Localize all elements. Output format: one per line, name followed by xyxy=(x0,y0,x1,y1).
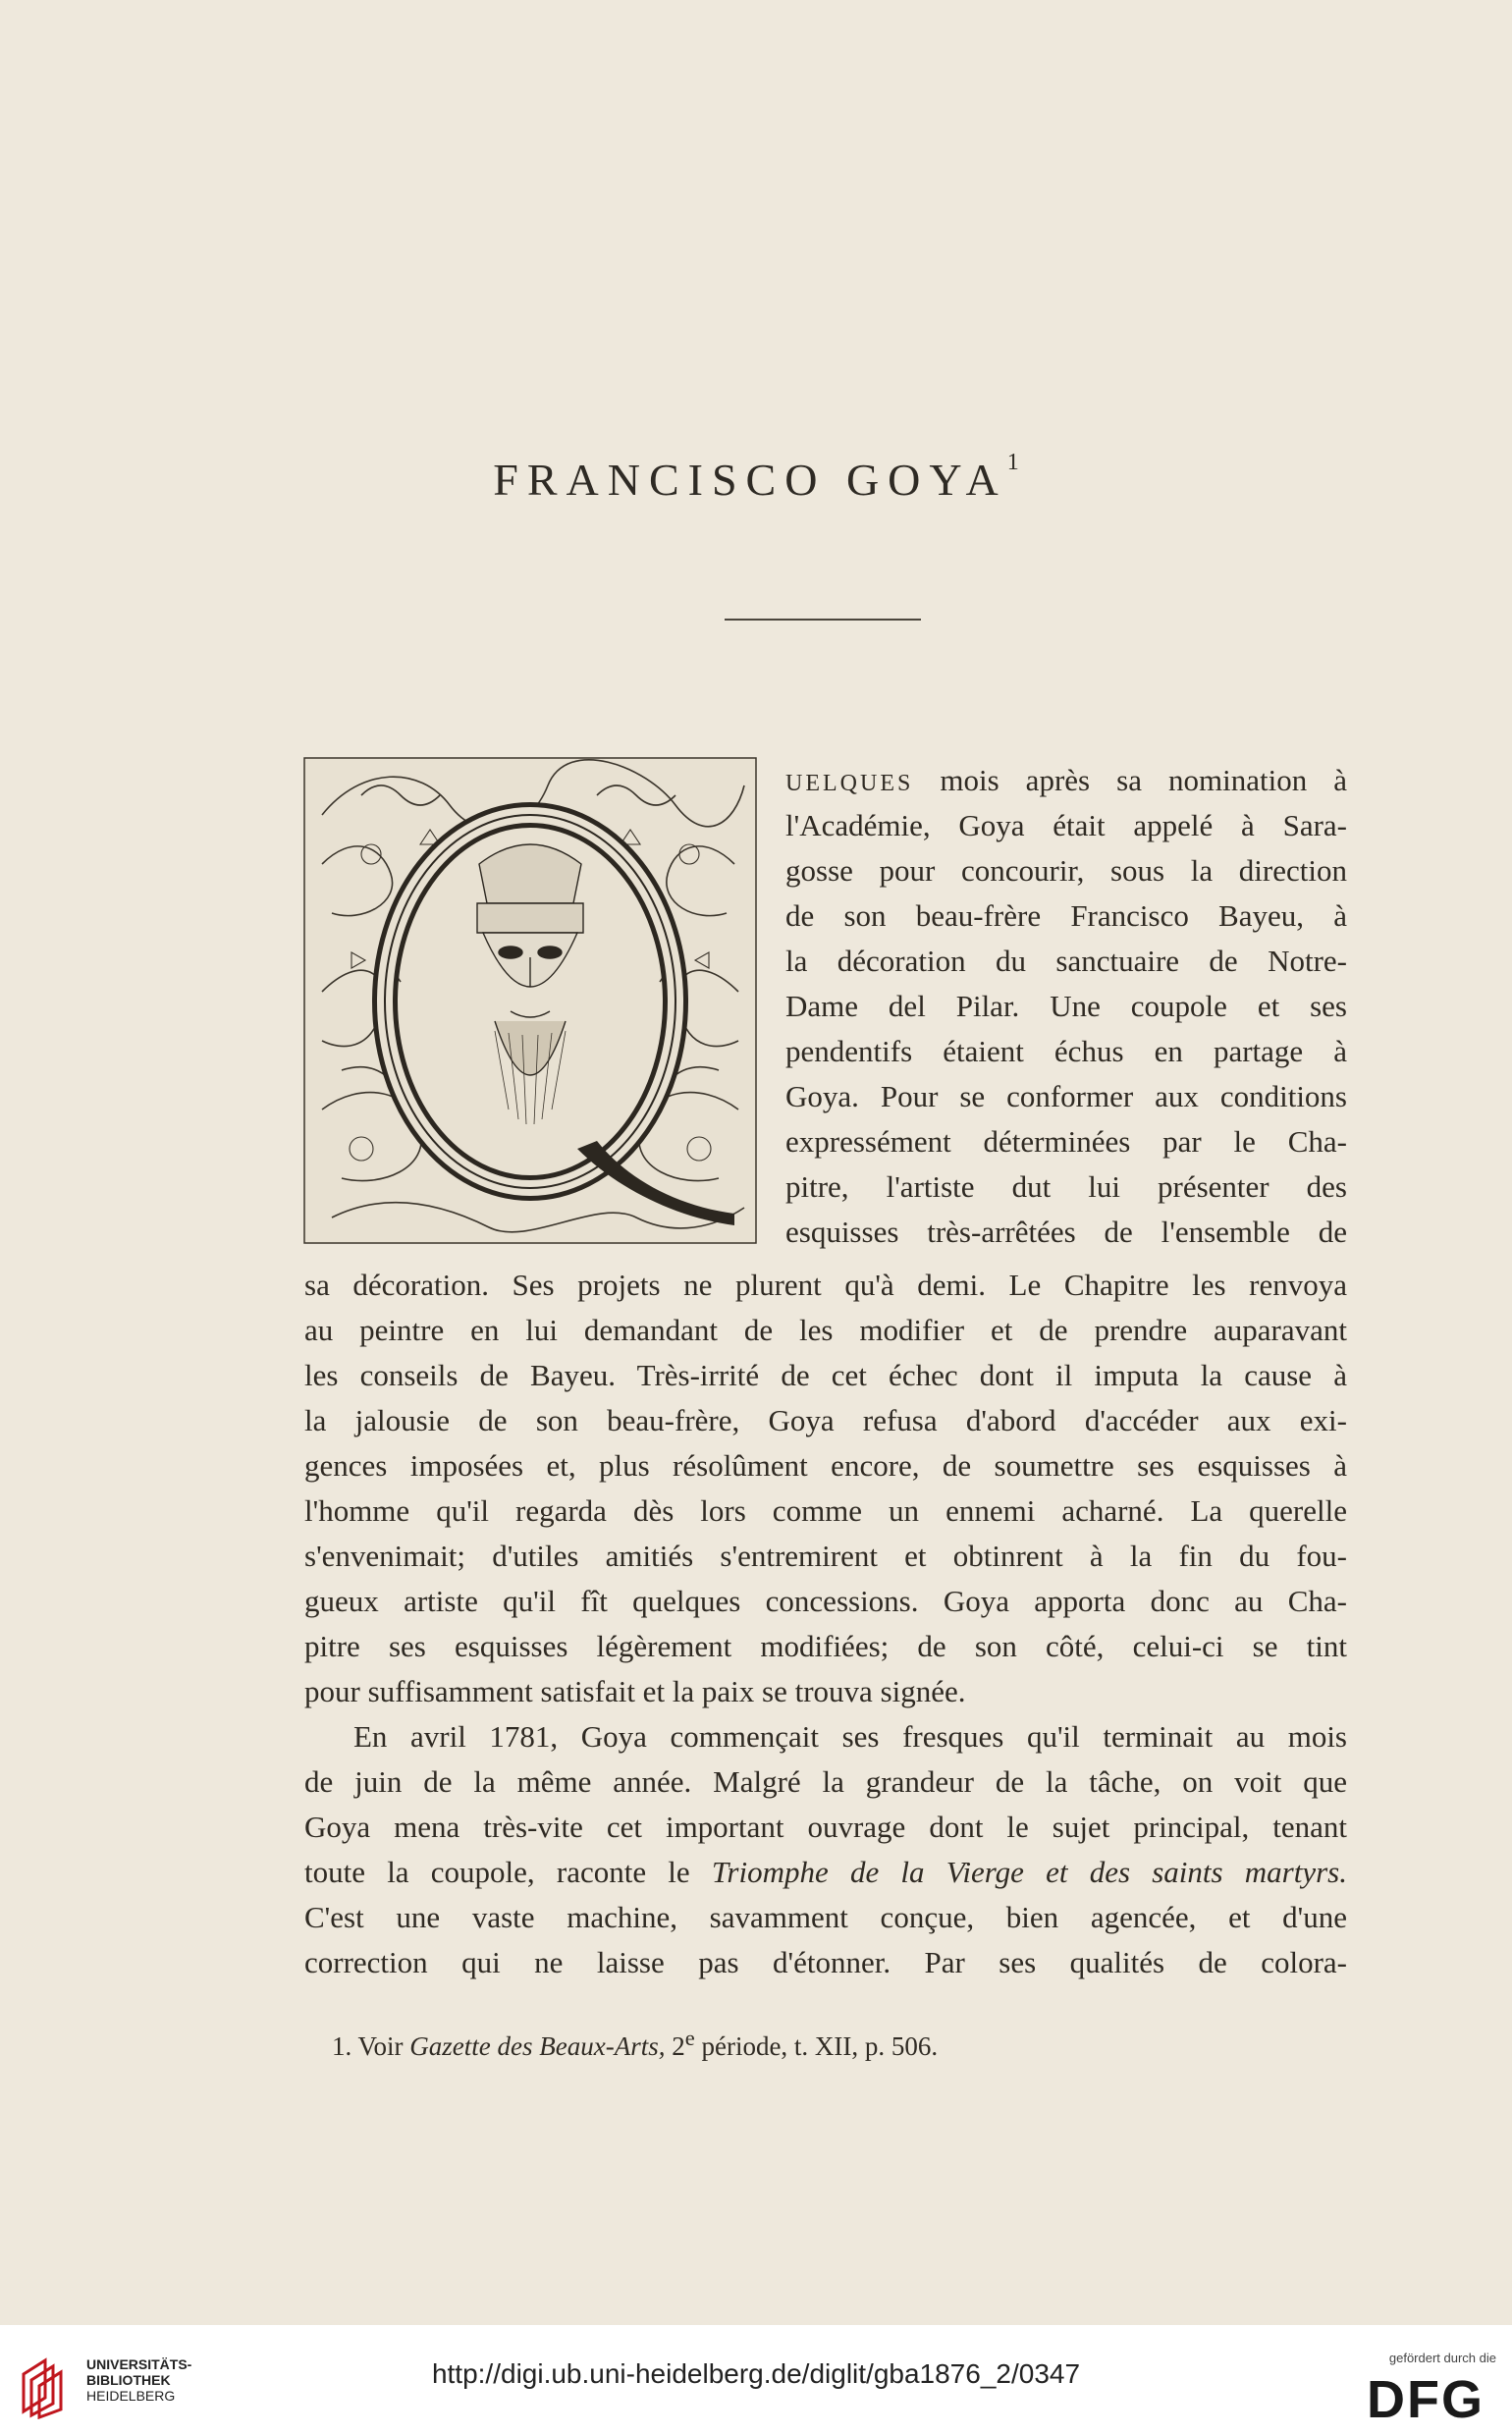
article-title-text: FRANCISCO GOYA xyxy=(493,455,1007,505)
text-line-20: pitre ses esquisses légèrement modifiées; de son côté, celui-ci se tint xyxy=(304,1629,1347,1663)
text-line-11: esquisses très-arrêtées de l'ensemble de xyxy=(785,1215,1347,1249)
text-line-21: pour suffisamment satisfait et la paix se trouva signée. xyxy=(304,1674,966,1708)
text-line-17: l'homme qu'il regarda dès lors comme un ennemi acharné. La querelle xyxy=(304,1493,1347,1528)
text-line-15: la jalousie de son beau-frère, Goya refusa d'abord d'accéder aux exi- xyxy=(304,1403,1347,1437)
footnote xyxy=(332,2019,938,2066)
text-line-5: la décoration du sanctuaire de Notre- xyxy=(785,944,1347,978)
title-rule xyxy=(725,619,921,621)
text-line-6: Dame del Pilar. Une coupole et ses xyxy=(785,989,1347,1023)
text-line-1 xyxy=(785,758,1347,803)
digitization-footer xyxy=(0,2325,1512,2435)
text-line-2: l'Académie, Goya était appelé à Sara- xyxy=(785,808,1347,842)
text-line-10: pitre, l'artiste dut lui présenter des xyxy=(785,1169,1347,1204)
text-line-25-start: toute la coupole, raconte le xyxy=(304,1855,712,1889)
text-line-18: s'envenimait; d'utiles amitiés s'entremirent et obtinrent à la fin du fou- xyxy=(304,1539,1347,1573)
text-line-7: pendentifs étaient échus en partage à xyxy=(785,1034,1347,1068)
text-line-1-rest: mois après sa nomination à xyxy=(913,763,1347,797)
library-name-line-2: BIBLIOTHEK xyxy=(86,2372,171,2388)
footnote-series-sup: e xyxy=(684,2026,695,2050)
text-line-26: C'est une vaste machine, savamment conçue, bien agencée, et d'une xyxy=(304,1900,1347,1934)
text-line-22: En avril 1781, Goya commençait ses fresques qu'il terminait au mois xyxy=(353,1719,1347,1754)
text-line-9: expressément déterminées par le Cha- xyxy=(785,1124,1347,1159)
text-line-4: de son beau-frère Francisco Bayeu, à xyxy=(785,898,1347,933)
dropcap-continuation: UELQUES xyxy=(785,771,914,796)
dfg-logo-icon xyxy=(1353,2366,1498,2425)
text-line-8: Goya. Pour se conformer aux conditions xyxy=(785,1079,1347,1113)
funded-by-label: gefördert durch die xyxy=(1388,2351,1496,2365)
text-line-3: gosse pour concourir, sous la direction xyxy=(785,853,1347,888)
text-line-13: au peintre en lui demandant de les modifier et de prendre auparavant xyxy=(304,1313,1347,1347)
text-line-25 xyxy=(304,1850,1347,1895)
text-line-14: les conseils de Bayeu. Très-irrité de cet échec dont il imputa la cause à xyxy=(304,1358,1347,1392)
text-line-12: sa décoration. Ses projets ne plurent qu'à demi. Le Chapitre les renvoya xyxy=(304,1268,1347,1302)
work-title-italic: Triomphe de la Vierge et des saints martyrs. xyxy=(711,1855,1347,1889)
text-line-16: gences imposées et, plus résolûment encore, de soumettre ses esquisses à xyxy=(304,1448,1347,1483)
text-line-24: Goya mena très-vite cet important ouvrage dont le sujet principal, tenant xyxy=(304,1810,1347,1844)
dfg-logo-text: DFG xyxy=(1367,2370,1485,2425)
ornamental-initial-q xyxy=(302,756,758,1245)
article-title xyxy=(0,450,1512,506)
footnote-series-num: 2 xyxy=(665,2031,685,2061)
footnote-journal: Gazette des Beaux-Arts, xyxy=(409,2031,666,2061)
title-footnote-marker: 1 xyxy=(1006,450,1019,475)
text-line-27: correction qui ne laisse pas d'étonner. Par ses qualités de colora- xyxy=(304,1945,1347,1979)
library-name-line-3: HEIDELBERG xyxy=(86,2388,176,2404)
footnote-number: 1. Voir xyxy=(332,2031,410,2061)
library-name-line-1: UNIVERSITÄTS- xyxy=(86,2356,192,2372)
text-line-19: gueux artiste qu'il fît quelques concessions. Goya apporta donc au Cha- xyxy=(304,1584,1347,1618)
footnote-rest: période, t. XII, p. 506. xyxy=(694,2031,939,2061)
text-line-23: de juin de la même année. Malgré la grandeur de la tâche, on voit que xyxy=(304,1764,1347,1799)
permalink-url[interactable]: http://digi.ub.uni-heidelberg.de/diglit/gba1876_2/0347 xyxy=(431,2358,1081,2389)
